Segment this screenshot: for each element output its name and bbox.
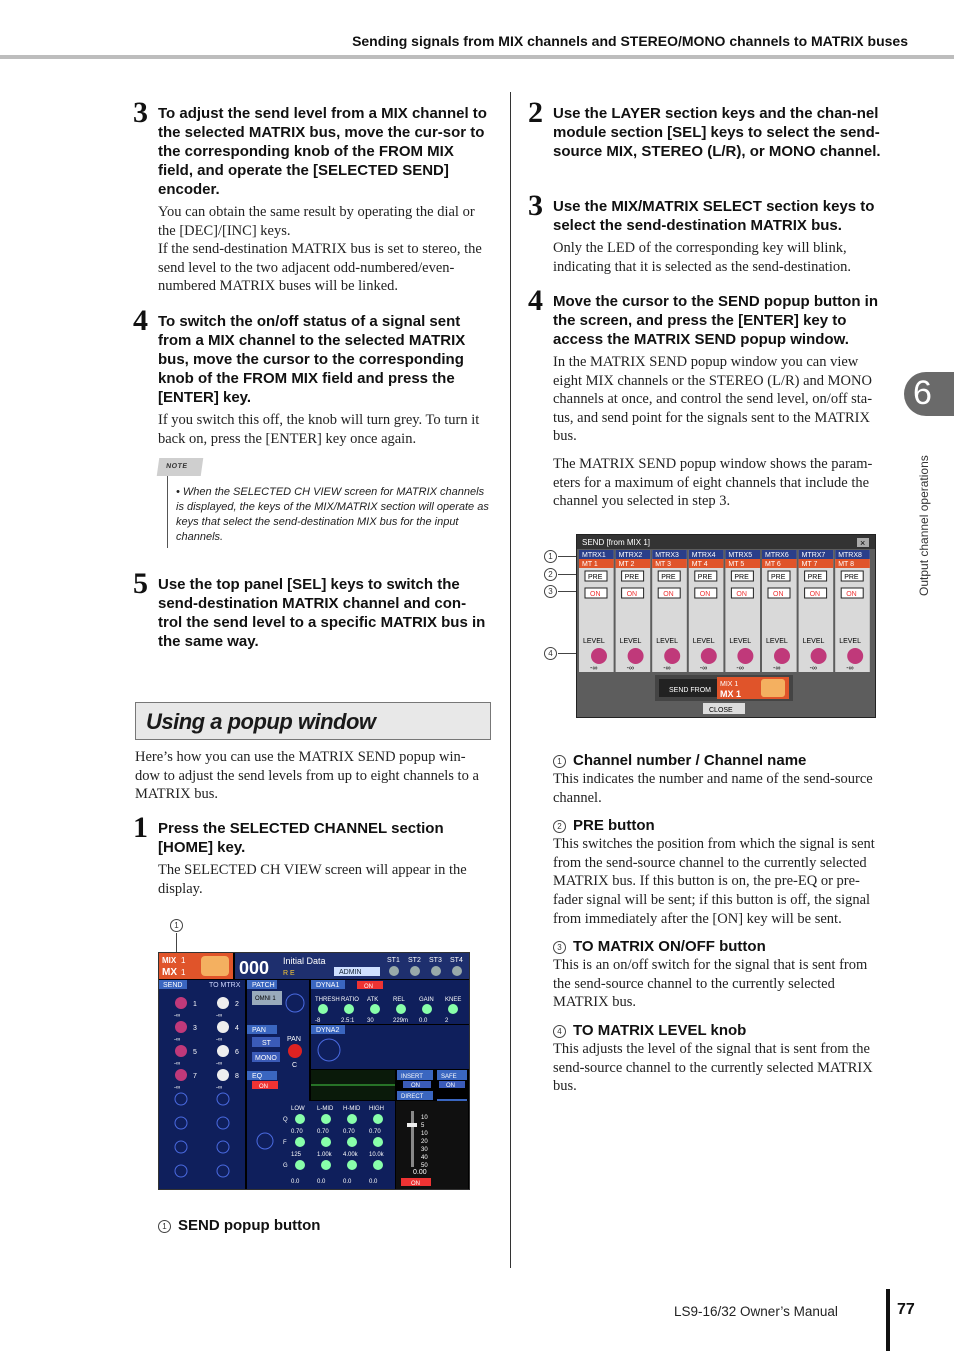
level-knob (847, 648, 863, 664)
item-descriptions (553, 751, 888, 1105)
dyn-knob (422, 1004, 432, 1014)
eq-q: 0.70 (291, 1129, 303, 1135)
send-knob (217, 1021, 229, 1033)
on-label: ON (846, 591, 857, 598)
fader-tick: 5 (421, 1123, 425, 1129)
left-column (133, 96, 490, 296)
level-label: LEVEL (619, 638, 642, 645)
selected-ch-view-screen (158, 952, 470, 1190)
mix-top: MIX 1 (720, 681, 739, 688)
level-knob (811, 648, 827, 664)
to-mtrx-label: TO MTRX (209, 982, 241, 989)
close-button: CLOSE (709, 707, 733, 714)
pre-label: PRE (697, 574, 713, 581)
dyna-on: ON (364, 984, 373, 990)
dyn-knob (370, 1004, 380, 1014)
send-value: -∞ (216, 1037, 223, 1043)
close-x-icon: × (860, 538, 866, 548)
fader-tick: 50 (421, 1163, 428, 1169)
fader-tick: 40 (421, 1155, 428, 1161)
figure1-caption (158, 1216, 488, 1235)
level-label: LEVEL (583, 638, 605, 645)
direct-tab: DIRECT (401, 1094, 424, 1100)
eq-f: 125 (291, 1152, 302, 1158)
step-number: 4 (528, 284, 543, 317)
user-label: ADMIN (339, 969, 362, 976)
matrix-name: MTRX8 (838, 552, 862, 559)
dyn-knob (344, 1004, 354, 1014)
on-label: ON (663, 591, 674, 598)
step-heading: Move the cursor to the SEND popup button in the screen, and press the [ENTER] key to access the MATRIX SEND popup window. (553, 293, 878, 348)
send-knob (217, 1069, 229, 1081)
step-3-right (528, 189, 885, 276)
mt-name: MT 7 (801, 561, 818, 568)
step-number: 2 (528, 96, 543, 129)
mt-name: MT 8 (838, 561, 855, 568)
safe-on: ON (446, 1083, 455, 1089)
level-knob (664, 648, 680, 664)
send-knob (217, 1045, 229, 1057)
send-value: -∞ (174, 1061, 181, 1067)
eq-g: 0.0 (369, 1179, 378, 1185)
item-title: TO MATRIX ON/OFF button (573, 938, 766, 956)
eq-axis: Q (283, 1117, 288, 1123)
level-label: LEVEL (656, 638, 678, 645)
eq-band: L-MID (317, 1106, 334, 1112)
note-text: • When the SELECTED CH VIEW screen for MATRIX channels is displayed, the keys of the MIX/MATRIX section will operate as keys that select the send-destination MIX bus for the input channels. (176, 486, 489, 543)
insert-tab: INSERT (401, 1074, 423, 1080)
pre-label: PRE (624, 574, 640, 581)
matrix-name: MTRX5 (728, 552, 753, 559)
item-title: PRE button (573, 817, 655, 835)
item-body: This indicates the number and name of the send-source channel. (553, 771, 873, 806)
mt-name: MT 5 (728, 561, 745, 568)
ch-name: MX (162, 967, 177, 978)
item-body: This adjusts the level of the signal that is sent from the send-source channel to the currently selected MATRIX bus. (553, 1040, 873, 1095)
dyn-value: 2.5:1 (341, 1018, 355, 1024)
step-number: 5 (133, 567, 148, 600)
callout-4: 4 (544, 647, 557, 660)
dyn-value: 30 (367, 1018, 374, 1024)
ch-num: 1 (181, 956, 186, 965)
pre-label: PRE (588, 574, 603, 581)
intro-text: Here’s how you can use the MATRIX SEND popup win-dow to adjust the send levels from up to eight channels to a MATRIX bus. (135, 749, 479, 803)
st-label: ST2 (408, 957, 421, 964)
dyn-param: GAIN (419, 997, 434, 1003)
item-4 (553, 1021, 888, 1096)
item-1 (553, 751, 888, 807)
step-2-right (528, 96, 885, 161)
step-heading: Press the SELECTED CHANNEL section [HOME] key. (158, 820, 444, 856)
dyn-value: 229m (393, 1018, 409, 1024)
level-label: LEVEL (766, 638, 788, 645)
level-value: -∞ (846, 665, 854, 672)
dyn-value: 2 (445, 1018, 449, 1024)
step-body: Only the LED of the corresponding key will blink, indicating that it is selected as the send-destination. (553, 240, 851, 275)
st-label: ST1 (387, 957, 400, 964)
dyna2-tab: DYNA2 (316, 1027, 340, 1034)
step-body: In the MATRIX SEND popup window you can view eight MIX channels or the STEREO (L/R) and MONO channels at once, and control the send level, on/off sta-tus, and send point for the signals sent to the MATRIX bus. (553, 354, 873, 445)
send-num: 5 (193, 1049, 197, 1056)
ch-top: MIX (162, 956, 177, 965)
mt-name: MT 6 (765, 561, 781, 568)
item-num: 4 (553, 1025, 566, 1038)
level-value: -∞ (590, 665, 598, 672)
mt-name: MT 3 (655, 561, 672, 568)
step-heading: To adjust the send level from a MIX channel to the selected MATRIX bus, move the cur-sor to the corresponding knob of the FROM MIX field, and operate the [SELECTED SEND] encoder. (158, 105, 487, 198)
item-num: 2 (553, 820, 566, 833)
eq-f: 10.0k (369, 1152, 384, 1158)
eq-axis: F (283, 1140, 287, 1146)
note-rule (167, 476, 168, 548)
fader-value: 0.00 (413, 1169, 427, 1176)
eq-band: H-MID (343, 1106, 361, 1112)
dyn-knob (396, 1004, 406, 1014)
step-body: You can obtain the same result by operating the dial or the [DEC]/[INC] keys. (158, 204, 475, 239)
send-knob (175, 1021, 187, 1033)
pan-tab: PAN (252, 1027, 266, 1034)
dyn-knob (318, 1004, 328, 1014)
on-label: ON (590, 591, 601, 598)
note-box (158, 458, 491, 550)
level-knob (701, 648, 717, 664)
page-number: 77 (897, 1301, 915, 1318)
section-intro (135, 748, 490, 804)
eq-q: 0.70 (369, 1129, 381, 1135)
note-tag: NOTE (157, 458, 204, 476)
eq-band: HIGH (369, 1106, 384, 1112)
step-heading: Use the top panel [SEL] keys to switch the send-destination MATRIX channel and con-trol the send level to a specific MATRIX bus in the same way. (158, 576, 486, 650)
st-knob (452, 966, 462, 976)
dyn-param: REL (393, 997, 405, 1003)
step-number: 1 (133, 811, 148, 844)
fader-tick: 20 (421, 1139, 428, 1145)
send-num: 4 (235, 1025, 239, 1032)
send-value: -∞ (174, 1013, 181, 1019)
level-label: LEVEL (802, 638, 825, 645)
step-body: The SELECTED CH VIEW screen will appear in the display. (158, 862, 467, 897)
send-value: -∞ (174, 1037, 181, 1043)
running-header (0, 0, 954, 62)
dyn-value: -8 (315, 1018, 321, 1024)
pre-label: PRE (844, 574, 859, 581)
ch-sub: 1 (181, 968, 186, 977)
mt-name: MT 4 (691, 561, 708, 568)
eq-g: 0.0 (291, 1179, 300, 1185)
level-value: -∞ (626, 665, 634, 672)
send-knob (217, 997, 229, 1009)
level-label: LEVEL (729, 638, 752, 645)
eq-q: 0.70 (343, 1129, 355, 1135)
eq-q: 0.70 (317, 1129, 329, 1135)
footer-bar (886, 1289, 890, 1351)
st-label: ST4 (450, 957, 463, 964)
level-value: -∞ (809, 665, 817, 672)
matrix-name: MTRX6 (765, 552, 789, 559)
channel-on: ON (411, 1181, 420, 1187)
safe-tab: SAFE (441, 1074, 457, 1080)
item-num: 3 (553, 941, 566, 954)
scene-sub: R E (283, 970, 295, 977)
eq-axis: G (283, 1163, 288, 1169)
send-num: 7 (193, 1073, 197, 1080)
send-knob (175, 997, 187, 1009)
send-value: -∞ (216, 1061, 223, 1067)
eq-on: ON (259, 1084, 268, 1090)
dyn-param: RATIO (341, 997, 359, 1003)
matrix-name: MTRX7 (801, 552, 826, 559)
step-4-left (133, 304, 490, 448)
step-3-left (133, 96, 490, 296)
step-body: The MATRIX SEND popup window shows the param-eters for a maximum of eight channels that include the channel you selected in step 3. (553, 455, 873, 510)
item-title: TO MATRIX LEVEL knob (573, 1021, 747, 1039)
fader-tick: 30 (421, 1147, 428, 1153)
popup-title: SEND [from MIX 1] (582, 538, 651, 547)
matrix-name: MTRX2 (618, 552, 643, 559)
level-knob (774, 648, 790, 664)
header-rule (0, 55, 954, 59)
step-heading: Use the MIX/MATRIX SELECT section keys to select the send-destination MATRIX bus. (553, 198, 875, 234)
matrix-columns (579, 550, 870, 672)
patch-tab: PATCH (252, 982, 275, 989)
dyn-param: KNEE (445, 997, 462, 1003)
level-value: -∞ (736, 665, 744, 672)
st-knob (389, 966, 399, 976)
eq-g: 0.0 (343, 1179, 352, 1185)
header-title: Sending signals from MIX channels and STEREO/MONO channels to MATRIX buses (352, 33, 908, 49)
st-button: ST (262, 1040, 271, 1047)
step-number: 3 (133, 96, 148, 129)
mix-name: MX 1 (720, 689, 742, 699)
send-num: 6 (235, 1049, 239, 1056)
matrix-name: MTRX4 (691, 552, 716, 559)
pre-label: PRE (807, 574, 823, 581)
caption-num: 1 (158, 1220, 171, 1233)
send-value: -∞ (174, 1085, 181, 1091)
send-num: 3 (193, 1025, 197, 1032)
pre-label: PRE (661, 574, 676, 581)
st-label: ST3 (429, 957, 442, 964)
eq-tab: EQ (252, 1073, 263, 1080)
item-title: Channel number / Channel name (573, 752, 807, 769)
step-1-left (133, 811, 490, 898)
step-4-right (528, 284, 885, 511)
matrix-send-popup (576, 534, 876, 718)
level-label: LEVEL (839, 638, 861, 645)
eq-g: 0.0 (317, 1179, 326, 1185)
pan-label: PAN (287, 1036, 301, 1043)
dyn-param: ATK (367, 997, 379, 1003)
chapter-label: Output channel operations (917, 455, 931, 596)
send-num: 8 (235, 1073, 239, 1080)
send-popup-tab: SEND (163, 982, 183, 989)
pan-value: C (292, 1062, 298, 1069)
section-heading (135, 702, 491, 740)
send-knob (175, 1069, 187, 1081)
level-value: -∞ (699, 665, 708, 672)
step-heading: Use the LAYER section keys and the chan-nel module section [SEL] keys to select the send-source MIX, STEREO (L/R), or MONO channel. (553, 105, 881, 160)
matrix-name: MTRX1 (582, 552, 606, 559)
item-num: 1 (553, 755, 566, 768)
eq-f: 1.00k (317, 1152, 332, 1158)
eq-band: LOW (291, 1106, 305, 1112)
step-number: 3 (528, 189, 543, 222)
caption-text: SEND popup button (178, 1217, 321, 1234)
on-label: ON (773, 591, 784, 598)
fader-tick: 10 (421, 1115, 428, 1121)
on-label: ON (736, 591, 747, 598)
level-knob (628, 648, 644, 664)
on-label: ON (626, 591, 638, 598)
mt-name: MT 2 (618, 561, 635, 568)
scene-name: Initial Data (283, 956, 326, 966)
chapter-number: 6 (913, 374, 932, 412)
send-num: 2 (235, 1001, 239, 1008)
eq-f: 4.00k (343, 1152, 358, 1158)
section-title: Using a popup window (146, 709, 376, 734)
send-value: -∞ (216, 1013, 223, 1019)
step-heading: To switch the on/off status of a signal sent from a MIX channel to the selected MATRIX bus, move the cursor to the corresponding knob of the FROM MIX field and press the [ENTER] key. (158, 313, 466, 406)
figure1-callout: 1 (170, 919, 183, 932)
dyna1-tab: DYNA1 (316, 982, 340, 989)
dyn-knob (448, 1004, 458, 1014)
dyn-param: THRESH (315, 997, 340, 1003)
callout-3: 3 (544, 585, 557, 598)
dyn-value: 0.0 (419, 1018, 428, 1024)
step-5-left (133, 567, 490, 651)
fader-tick: 10 (421, 1131, 428, 1137)
send-from-label: SEND FROM (669, 687, 711, 694)
level-value: -∞ (773, 665, 781, 672)
matrix-name: MTRX3 (655, 552, 679, 559)
st-knob (410, 966, 420, 976)
item-body: This is an on/off switch for the signal that is sent from the send-source channel to the currently selected MATRIX bus. (553, 957, 868, 1011)
item-3 (553, 937, 888, 1012)
send-num: 1 (193, 1001, 197, 1008)
step-number: 4 (133, 304, 148, 337)
step-body: If the send-destination MATRIX bus is set to stereo, the send level to the two adjacent odd-numbered/even-numbered MATRIX buses will be linked. (158, 241, 482, 295)
omni-label: OMNI 1 (255, 996, 276, 1002)
send-value: -∞ (216, 1085, 223, 1091)
level-value: -∞ (663, 665, 671, 672)
level-label: LEVEL (692, 638, 715, 645)
level-knob (737, 648, 753, 664)
item-2 (553, 816, 888, 928)
chapter-tab (904, 372, 954, 416)
scene-number: 000 (239, 958, 270, 978)
st-knob (431, 966, 441, 976)
level-knob (591, 648, 607, 664)
column-divider (510, 92, 511, 1268)
step-body: If you switch this off, the knob will turn grey. To turn it back on, press the [ENTER] key once again. (158, 412, 480, 447)
callout-1: 1 (544, 550, 557, 563)
pre-label: PRE (771, 574, 786, 581)
item-body: This switches the position from which the signal is sent from the send-source channel to the currently selected MATRIX bus. If this button is on, the pre-EQ or pre-fader signal will be sent; if this button is off, the signal from immediately after the [ON] key will be sent. (553, 836, 875, 927)
footer-manual: LS9-16/32 Owner’s Manual (674, 1304, 838, 1319)
mt-name: MT 1 (582, 561, 598, 568)
mono-button: MONO (255, 1055, 277, 1062)
send-knob (175, 1045, 187, 1057)
pre-label: PRE (734, 574, 749, 581)
insert-on: ON (411, 1083, 420, 1089)
on-label: ON (809, 591, 821, 598)
callout-2: 2 (544, 568, 557, 581)
on-label: ON (699, 591, 711, 598)
